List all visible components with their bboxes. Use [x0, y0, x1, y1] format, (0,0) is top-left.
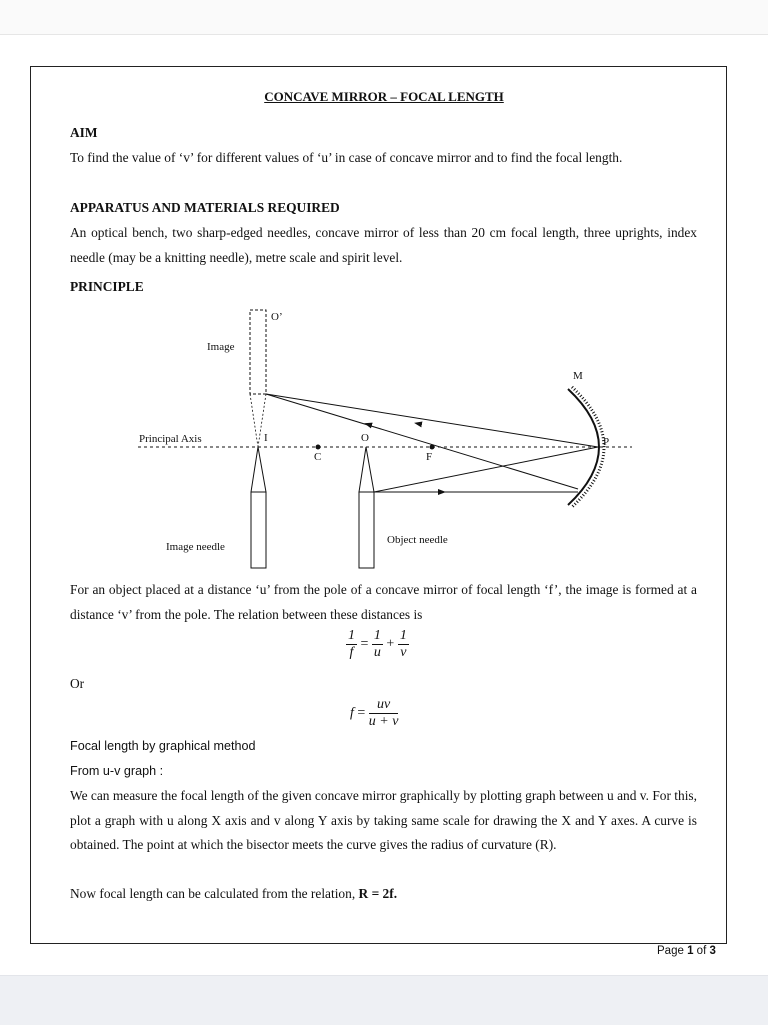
- page-indicator: Page 1 of 3: [657, 945, 716, 957]
- graphical-subheading: From u-v graph :: [70, 759, 697, 784]
- relation-text: For an object placed at a distance ‘u’ from the pole of a concave mirror of focal length ‘f’, the image is formed at a distance ‘v’ from the pole. The relation between these distances is: [70, 578, 697, 627]
- final-relation-line: [70, 882, 697, 907]
- label-image-needle: Image needle: [166, 541, 225, 553]
- center-of-curvature-dot: [316, 445, 321, 450]
- final-relation-prefix: Now focal length can be calculated from the relation,: [70, 886, 355, 901]
- graphical-heading: Focal length by graphical method: [70, 734, 697, 759]
- image-needle-tip: [251, 447, 266, 492]
- label-object-needle: Object needle: [387, 534, 448, 546]
- image-needle-body: [251, 492, 266, 568]
- object-needle-tip: [359, 447, 374, 492]
- label-principal-axis: Principal Axis: [139, 433, 202, 445]
- label-o-prime: O’: [271, 311, 283, 323]
- ray-arrow-2: [368, 424, 370, 425]
- page-title: CONCAVE MIRROR – FOCAL LENGTH: [0, 89, 768, 105]
- principle-heading: PRINCIPLE: [70, 275, 697, 300]
- final-relation-formula: R = 2f.: [359, 886, 398, 901]
- mirror-formula: $\frac{1}{f}$ = $\frac{1}{u}$ + $\frac{1}{v}$: [346, 628, 409, 661]
- label-image: Image: [207, 341, 235, 353]
- aim-text: To find the value of ‘v’ for different values of ‘u’ in case of concave mirror and to find the focal length.: [70, 146, 697, 171]
- label-o: O: [361, 432, 369, 444]
- apparatus-heading: APPARATUS AND MATERIALS REQUIRED: [70, 196, 697, 221]
- image-taper-left: [250, 394, 258, 447]
- graphical-text: We can measure the focal length of the given concave mirror graphically by plotting graph between u and v. For this, plot a graph with u along X axis and v along Y axis by taking same scale for drawing the X and Y axes. A curve is obtained. The point at which the bisector meets the curve gives the radius of curvature (R).: [70, 784, 697, 858]
- label-f: F: [426, 451, 432, 463]
- ray-through-focus: [266, 394, 578, 489]
- label-c: C: [314, 451, 321, 463]
- viewer-bottom-bar: [0, 975, 768, 1025]
- label-i: I: [264, 432, 268, 444]
- aim-heading: AIM: [70, 121, 697, 146]
- focal-length-formula: f = $\frac{uv}{u + v}$: [350, 697, 398, 730]
- image-box: [250, 310, 266, 394]
- ray-reflected-to-image: [266, 394, 598, 447]
- object-needle-body: [359, 492, 374, 568]
- apparatus-text: An optical bench, two sharp-edged needles, concave mirror of less than 20 cm focal length, three uprights, index needle (may be a knitting needle), metre scale and spirit level.: [70, 221, 697, 270]
- or-text: Or: [70, 672, 697, 697]
- label-m: M: [573, 370, 583, 382]
- label-p: P: [603, 436, 609, 448]
